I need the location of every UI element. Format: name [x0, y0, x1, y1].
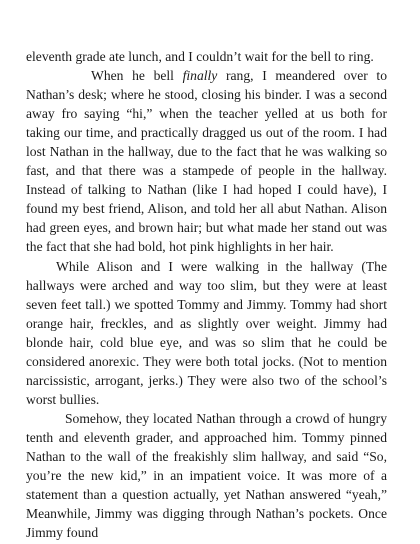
paragraph-3: While Alison and I were walking in the hallway (The hallways were arched and way too slim, but they were at least seven feet tall.) we spotted Tommy and Jimmy. Tommy had short orange hair, freckles, and as slightly over weight. Jimmy had blonde hair, cold blue eye, and was so slim that he could be considered anorexic. They were both total jocks. (Not to mention narcissistic, arrogant, jerks.) They were also two of the school’s worst bullies. [26, 258, 387, 407]
paragraph-2-after: rang, I meandered over to Nathan’s desk; where he stood, closing his binder. I was a second away fro saying “hi,” when the teacher yelled at us both for taking our time, and practically dragged us out of the room. I had lost Nathan in the hallway, due to the fact that he was walking so fast, and that there was a stampede of people in the hallway. Instead of talking to Nathan (like I had hoped I could have), I found my best friend, Alison, and told her all abut Nathan. Alison had green eyes, and brown hair; but what made her stand out was the fact that she had bold, hot pink highlights in her hair. [26, 68, 387, 255]
paragraph-2-before: When he bell [91, 68, 183, 84]
paragraph-1: eleventh grade ate lunch, and I couldn’t wait for the bell to ring. [26, 49, 374, 64]
emphasis-word: finally [182, 68, 218, 84]
paragraph-4: Somehow, they located Nathan through a crowd of hungry tenth and eleventh grader, and approached him. Tommy pinned Nathan to the wall of the freakishly slim hallway, and said “So, you’re the new kid,” in an impatient voice. It was more of a statement than a question actually, yet Nathan answered “yeah,” Meanwhile, Jimmy was digging through Nathan’s pockets. Once Jimmy found [26, 410, 387, 541]
body-text [26, 47, 387, 542]
paragraph-2 [26, 66, 387, 256]
